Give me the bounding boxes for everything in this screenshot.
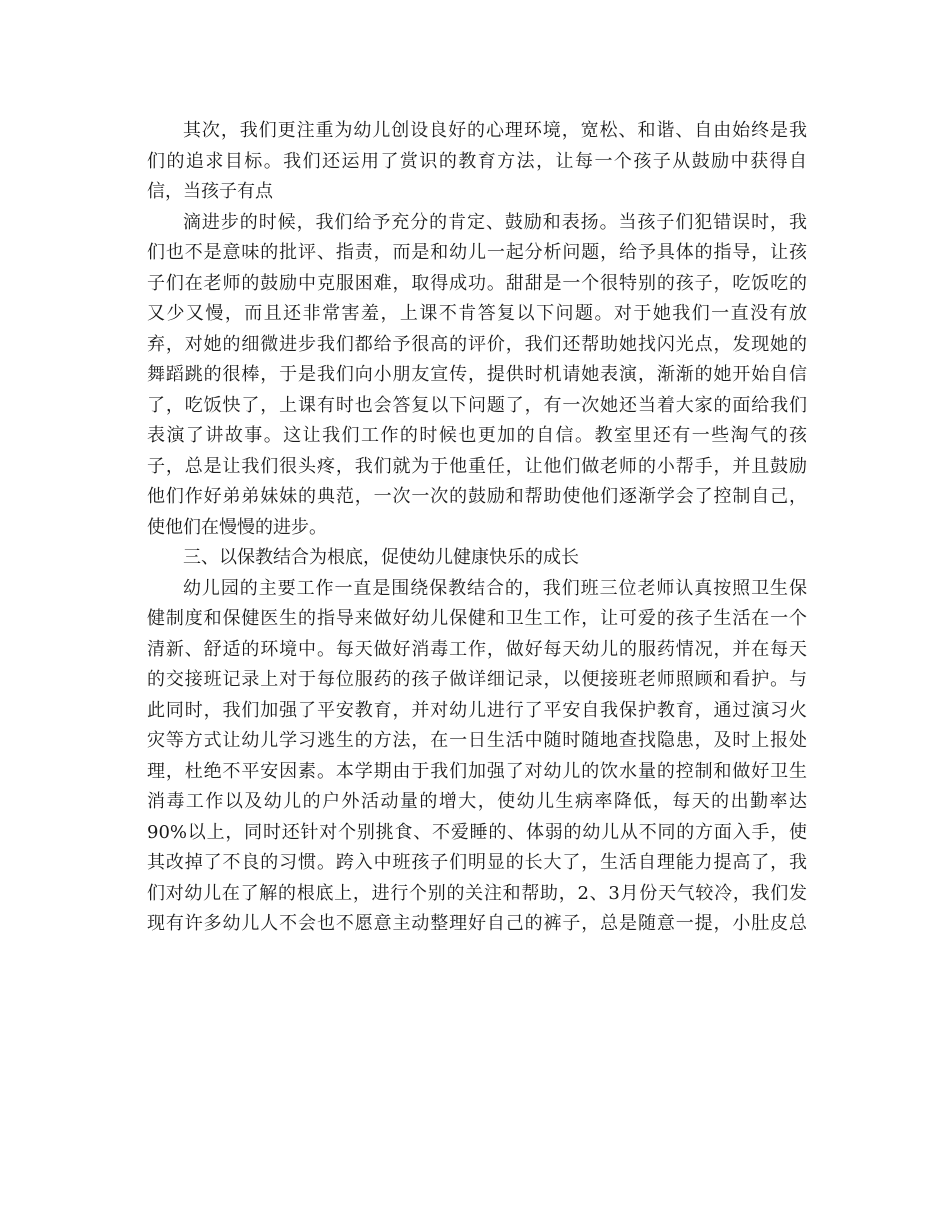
text-line: 消毒工作以及幼儿的户外活动量的增大，使幼儿生病率降低，每天的出勤率达 bbox=[147, 791, 807, 812]
text-line: 了，吃饭快了，上课有时也会答复以下问题了，有一次她还当着大家的面给我们 bbox=[147, 394, 807, 416]
text-line: 舞蹈跳的很棒，于是我们向小朋友宣传，提供时机请她表演，渐渐的她开始自信 bbox=[147, 364, 807, 385]
text-line: 们对幼儿在了解的根底上，进行个别的关注和帮助，2、3月份天气较冷，我们发 bbox=[147, 882, 807, 904]
text-line: 他们作好弟弟妹妹的典范，一次一次的鼓励和帮助使他们逐渐学会了控制自己， bbox=[147, 486, 807, 507]
text-line: 使他们在慢慢的进步。 bbox=[147, 516, 327, 538]
text-line: 90%以上，同时还针对个别挑食、不爱睡的、体弱的幼儿从不同的方面入手，使 bbox=[147, 821, 807, 843]
text-line: 理，杜绝不平安因素。本学期由于我们加强了对幼儿的饮水量的控制和做好卫生 bbox=[147, 760, 807, 782]
text-line: 又少又慢，而且还非常害羞，上课不肯答复以下问题。对于她我们一直没有放 bbox=[147, 303, 807, 324]
text-line: 灾等方式让幼儿学习逃生的方法，在一日生活中随时随地查找隐患，及时上报处 bbox=[147, 730, 807, 751]
text-line: 们也不是意味的批评、指责，而是和幼儿一起分析问题，给予具体的指导，让孩 bbox=[147, 242, 807, 263]
text-line: 健制度和保健医生的指导来做好幼儿保健和卫生工作，让可爱的孩子生活在一个 bbox=[147, 608, 807, 629]
text-line: 子，总是让我们很头疼，我们就为于他重任，让他们做老师的小帮手，并且鼓励 bbox=[147, 455, 807, 477]
text-line: 此同时，我们加强了平安教育，并对幼儿进行了平安自我保护教育，通过演习火 bbox=[147, 699, 807, 721]
text-line: 们的追求目标。我们还运用了赏识的教育方法，让每一个孩子从鼓励中获得自 bbox=[147, 150, 807, 172]
text-line: 滴进步的时候，我们给予充分的肯定、鼓励和表扬。当孩子们犯错误时，我 bbox=[183, 211, 807, 233]
text-line: 信，当孩子有点 bbox=[147, 181, 273, 202]
text-line: 幼儿园的主要工作一直是围绕保教结合的，我们班三位老师认真按照卫生保 bbox=[183, 577, 807, 599]
section-heading: 三、以保教结合为根底，促使幼儿健康快乐的成长 bbox=[183, 547, 579, 568]
text-line: 子们在老师的鼓励中克服困难，取得成功。甜甜是一个很特别的孩子，吃饭吃的 bbox=[147, 272, 807, 294]
text-line: 其改掉了不良的习惯。跨入中班孩子们明显的长大了，生活自理能力提高了，我 bbox=[147, 852, 807, 873]
document-body bbox=[147, 116, 807, 940]
text-line: 现有许多幼儿人不会也不愿意主动整理好自己的裤子，总是随意一提，小肚皮总 bbox=[147, 913, 807, 934]
text-line: 弃，对她的细微进步我们都给予很高的评价，我们还帮助她找闪光点，发现她的 bbox=[147, 333, 807, 355]
text-line: 的交接班记录上对于每位服药的孩子做详细记录，以便接班老师照顾和看护。与 bbox=[147, 669, 807, 690]
text-line: 其次，我们更注重为幼儿创设良好的心理环境，宽松、和谐、自由始终是我 bbox=[183, 120, 807, 141]
text-line: 表演了讲故事。这让我们工作的时候也更加的自信。教室里还有一些淘气的孩 bbox=[147, 425, 807, 446]
text-line: 清新、舒适的环境中。每天做好消毒工作，做好每天幼儿的服药情况，并在每天 bbox=[147, 638, 807, 660]
